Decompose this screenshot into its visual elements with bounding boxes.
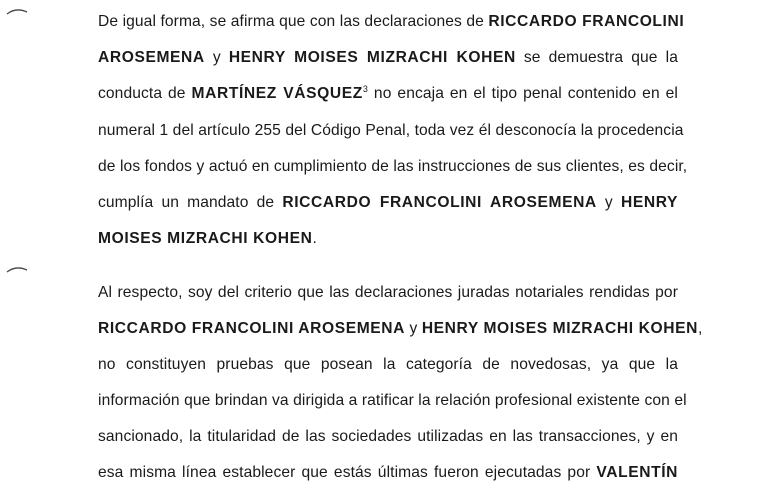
paragraph-2-line-6 xyxy=(98,463,678,483)
paragraph-2-line-4 xyxy=(98,391,687,411)
paragraph-1-line-7 xyxy=(98,229,678,249)
name-bold: MARTÍNEZ VÁSQUEZ xyxy=(191,85,363,102)
text: . xyxy=(312,230,317,247)
paragraph-1-line-3 xyxy=(98,84,678,104)
paragraph-2-line-3 xyxy=(98,355,678,375)
paragraph-1-line-1 xyxy=(98,12,685,32)
paragraph-1-line-5 xyxy=(98,157,688,177)
text: sancionado, la titularidad de las sociedades utilizadas en las transacciones, y en xyxy=(98,428,678,445)
text: , xyxy=(697,320,703,337)
name-bold: MOISES MIZRACHI KOHEN xyxy=(98,230,313,247)
paragraph-1-line-6 xyxy=(98,193,678,213)
text: se demuestra que la xyxy=(515,49,678,66)
text: conducta de xyxy=(98,85,192,102)
paragraph-2-line-5 xyxy=(98,427,678,447)
name-bold: VALENTÍN xyxy=(596,464,678,481)
text: Al respecto, soy del criterio que las declaraciones juradas notariales rendidas por xyxy=(98,284,678,301)
footnote-ref: 3 xyxy=(362,84,368,94)
text: y xyxy=(405,320,422,337)
paragraph-1-line-4 xyxy=(98,121,684,141)
paragraph-2-line-1 xyxy=(98,283,678,303)
text: cumplía un mandato de xyxy=(98,194,283,211)
margin-mark-icon xyxy=(6,264,28,274)
name-bold: RICCARDO FRANCOLINI xyxy=(488,13,685,30)
text: numeral 1 del artículo 255 del Código Penal, toda vez él desconocía la procedencia xyxy=(98,122,684,139)
text: no encaja en el tipo penal contenido en el xyxy=(368,85,679,102)
text: información que brindan va dirigida a ratificar la relación profesional existente con el xyxy=(98,392,687,409)
text: no constituyen pruebas que posean la categoría de novedosas, ya que la xyxy=(98,356,678,373)
margin-mark-icon xyxy=(6,6,28,16)
name-bold: HENRY xyxy=(620,194,678,211)
paragraph-2-line-2 xyxy=(98,319,703,339)
text: y xyxy=(204,49,229,66)
name-bold: AROSEMENA xyxy=(98,49,205,66)
text: De igual forma, se afirma que con las declaraciones de xyxy=(98,13,489,30)
name-bold: RICCARDO FRANCOLINI AROSEMENA xyxy=(282,194,597,211)
name-bold: RICCARDO FRANCOLINI AROSEMENA xyxy=(98,320,406,337)
paragraph-1-line-2 xyxy=(98,48,678,68)
text: y xyxy=(596,194,621,211)
name-bold: HENRY MOISES MIZRACHI KOHEN xyxy=(421,320,698,337)
text: esa misma línea establecer que estás últimas fueron ejecutadas por xyxy=(98,464,597,481)
name-bold: HENRY MOISES MIZRACHI KOHEN xyxy=(228,49,516,66)
text: de los fondos y actuó en cumplimiento de las instrucciones de sus clientes, es decir, xyxy=(98,158,688,175)
